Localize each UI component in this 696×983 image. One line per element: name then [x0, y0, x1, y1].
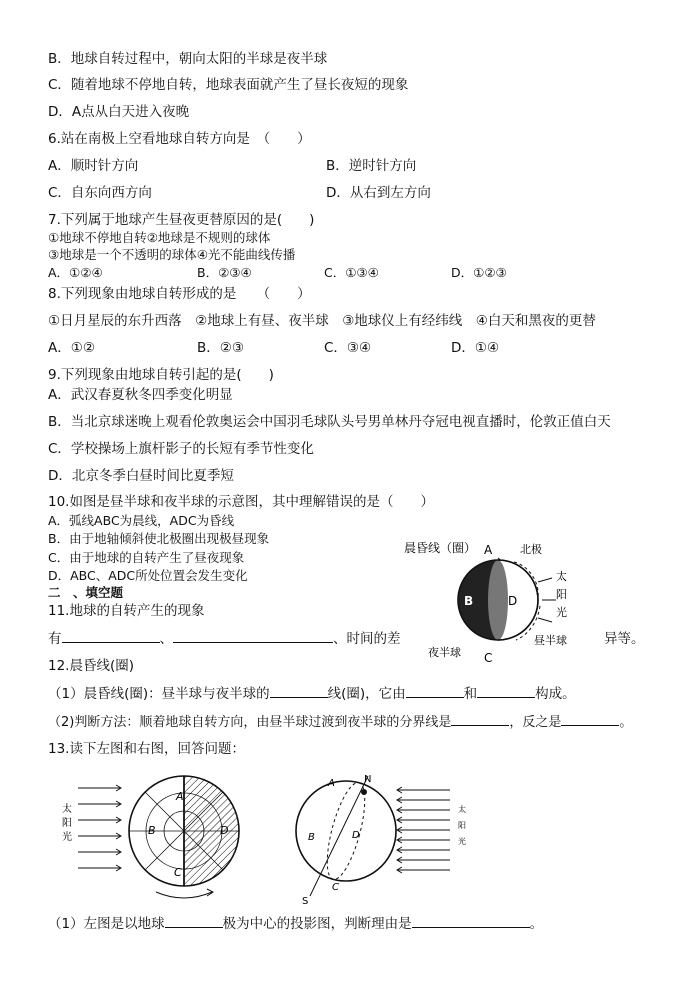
q5-option-c: C．随着地球不停地自转，地球表面就产生了昼长夜短的现象 — [48, 77, 409, 93]
left-label-a: A — [176, 790, 184, 803]
q12-part2-blank-1[interactable] — [451, 713, 509, 726]
q8-option-c: C．③④ — [324, 340, 372, 356]
q8-statements: ①日月星辰的东升西落 ②地球上有昼、夜半球 ③地球仪上有经纬线 ④白天和黑夜的更替 — [48, 313, 596, 329]
left-sun-char-1: 太 — [62, 804, 72, 815]
polar-projection-diagram — [60, 768, 260, 908]
q12-part1-blank-2[interactable] — [406, 685, 464, 698]
q12-part2 — [48, 713, 632, 732]
fig10-label-c: C — [484, 651, 493, 665]
q12-stem: 12.晨昏线(圈) — [48, 658, 135, 674]
left-sun-char-2: 阳 — [62, 818, 72, 829]
q7-stem: 7.下列属于地球产生昼夜更替原因的是( ) — [48, 212, 315, 228]
q13-part1-text-b: 极为中心的投影图，判断理由是 — [222, 916, 412, 932]
terminator-band — [488, 560, 508, 640]
q5-option-d: D．A点从白天进入夜晚 — [48, 104, 190, 120]
q10-option-c: C．由于地球的自转产生了昼夜现象 — [48, 550, 245, 565]
fig10-label-b: B — [464, 594, 474, 608]
q8-option-d: D．①④ — [451, 340, 500, 356]
q6-option-b: B．逆时针方向 — [326, 158, 417, 174]
q7-option-c: C．①③④ — [324, 265, 379, 280]
left-sun-rays — [78, 785, 121, 871]
q10-stem: 10.如图是昼半球和夜半球的示意图，其中理解错误的是（ ） — [48, 494, 434, 510]
q11-blank-1[interactable] — [62, 630, 160, 643]
q9-option-b: B．当北京球迷晚上观看伦敦奥运会中国羽毛球队头号男单林丹夺冠电视直播时，伦敦正值白天 — [48, 414, 611, 430]
day-hemisphere-label: 昼半球 — [534, 634, 567, 647]
q11-text-1: 有 — [48, 631, 62, 647]
q12-part2-text-a: （2)判断方法：顺着地球自转方向，由昼半球过渡到夜半球的分界线是 — [48, 715, 452, 730]
right-sun-char-2: 阳 — [458, 821, 466, 830]
tilted-globe-diagram — [280, 768, 480, 908]
right-sun-rays — [397, 787, 450, 873]
north-pole-label: 北极 — [520, 543, 542, 556]
right-globe-outline — [296, 781, 396, 881]
q10-option-d: D．ABC、ADC所处位置会发生变化 — [48, 568, 248, 583]
left-sun-char-3: 光 — [62, 832, 72, 843]
night-hemisphere-label: 夜半球 — [428, 646, 461, 659]
q6-option-a: A．顺时针方向 — [48, 158, 139, 174]
q9-option-d: D．北京冬季白昼时间比夏季短 — [48, 468, 234, 484]
q13-part1-text-c: 。 — [529, 916, 544, 932]
q12-part2-blank-2[interactable] — [561, 713, 619, 726]
q6-stem: 6.站在南极上空看地球自转方向是 （ ） — [48, 131, 311, 147]
right-label-d: D — [352, 830, 360, 841]
north-pole-marker — [361, 789, 367, 795]
section-heading-fill-blank: 二 、填空题 — [48, 585, 124, 600]
fig10-sun-char-2: 阳 — [556, 588, 567, 601]
right-label-b: B — [308, 832, 315, 843]
q11-blank-line — [48, 630, 401, 648]
right-sun-char-3: 光 — [458, 837, 466, 846]
q12-part1-text-a: （1）晨昏线(圈)：昼半球与夜半球的 — [48, 686, 270, 702]
q12-part1-text-c: 和 — [463, 686, 478, 702]
q12-part1-blank-1[interactable] — [270, 685, 328, 698]
right-label-a: A — [328, 778, 335, 789]
right-label-north: N — [364, 774, 372, 785]
right-sun-char-1: 太 — [458, 805, 466, 814]
fig10-label-d: D — [508, 594, 518, 608]
q8-option-b: B．②③ — [197, 340, 244, 356]
q12-part2-text-b: ，反之是 — [509, 715, 562, 730]
right-label-c: C — [332, 882, 339, 893]
q9-option-a: A．武汉春夏秋冬四季变化明显 — [48, 387, 233, 403]
q13-part1 — [48, 915, 543, 933]
sun-ray-3 — [538, 618, 552, 622]
q10-option-b: B．由于地轴倾斜使北极圈出现极昼现象 — [48, 531, 270, 546]
q8-stem: 8.下列现象由地球自转形成的是 （ ） — [48, 286, 311, 302]
q11-text-3: 、时间的差 — [333, 631, 401, 647]
q13-stem: 13.读下左图和右图，回答问题： — [48, 741, 245, 757]
terminator-label: 晨昏线（圈） — [404, 541, 477, 555]
q9-stem: 9.下列现象由地球自转引起的是( ) — [48, 367, 274, 383]
q13-part1-text-a: （1）左图是以地球 — [48, 916, 165, 932]
q9-option-c: C．学校操场上旗杆影子的长短有季节性变化 — [48, 441, 314, 457]
q13-part1-blank-2[interactable] — [412, 915, 530, 928]
right-label-south: S — [302, 896, 309, 907]
q8-option-a: A．①② — [48, 340, 95, 356]
q10-option-a: A．弧线ABC为晨线，ADC为昏线 — [48, 513, 235, 528]
fig10-sun-char-3: 光 — [556, 606, 567, 619]
left-rotation-arrow — [156, 892, 212, 898]
q7-option-d: D．①②③ — [451, 265, 507, 280]
sun-ray-1 — [538, 578, 552, 582]
q11-stem: 11.地球的自转产生的现象 — [48, 603, 205, 619]
left-label-b: B — [148, 824, 156, 837]
left-label-d: D — [220, 824, 229, 837]
q7-option-a: A．①②④ — [48, 265, 103, 280]
q12-part1-text-b: 线(圈)，它由 — [327, 686, 406, 702]
day-night-diagram — [398, 536, 603, 668]
q12-part2-text-c: 。 — [619, 715, 633, 730]
fig10-label-a: A — [484, 543, 493, 557]
q11-blank-2[interactable] — [173, 630, 333, 643]
q7-option-b: B．②③④ — [197, 265, 252, 280]
q6-option-d: D．从右到左方向 — [326, 185, 431, 201]
q6-option-c: C．自东向西方向 — [48, 185, 152, 201]
q7-statement-1: ①地球不停地自转②地球是不规则的球体 — [48, 230, 271, 245]
q5-option-b: B．地球自转过程中，朝向太阳的半球是夜半球 — [48, 51, 328, 67]
q13-part1-blank-1[interactable] — [165, 915, 223, 928]
q11-text-2: 、 — [159, 631, 173, 647]
q12-part1-blank-3[interactable] — [477, 685, 535, 698]
left-label-c: C — [174, 866, 182, 879]
q12-part1 — [48, 685, 576, 703]
q11-tail: 异等。 — [604, 631, 645, 647]
q12-part1-text-d: 构成。 — [535, 686, 576, 702]
fig10-sun-char-1: 太 — [556, 570, 567, 583]
q7-statement-2: ③地球是一个不透明的球体④光不能曲线传播 — [48, 247, 296, 262]
